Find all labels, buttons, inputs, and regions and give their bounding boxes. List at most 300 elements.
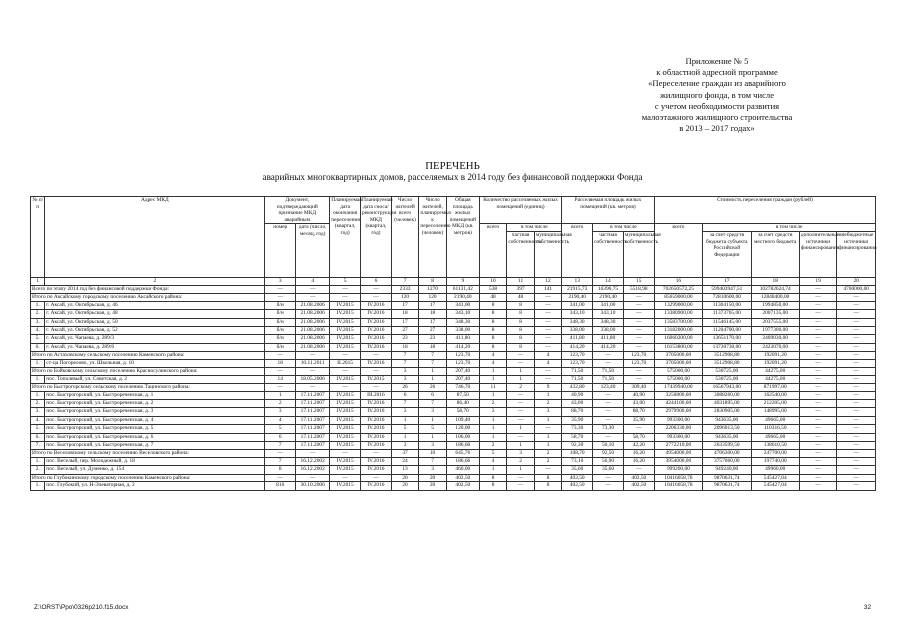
table-cell: 88,70: [623, 408, 654, 416]
group-cell: 1: [419, 368, 447, 376]
total-cell: —: [265, 285, 296, 294]
group-cell: —: [296, 384, 330, 392]
table-cell: 1: [479, 416, 507, 424]
group-cell: 2: [534, 450, 562, 458]
total-cell: 397: [507, 285, 535, 294]
address-cell: г. Аксай, ул. Октябрьская, д. 46: [45, 301, 265, 309]
table-cell: 414,20: [562, 343, 593, 351]
table-cell: 1977300,00: [751, 326, 799, 334]
table-cell: —: [507, 391, 535, 399]
table-cell: 1: [507, 425, 535, 433]
table-cell: —: [837, 442, 876, 450]
table-cell: —: [623, 301, 654, 309]
column-number-cell: 16: [654, 277, 702, 285]
table-cell: IV.2015: [330, 442, 361, 450]
group-cell: —: [799, 368, 836, 376]
group-cell: 26: [419, 384, 447, 392]
table-cell: 8: [507, 318, 535, 326]
column-number-cell: 5: [330, 277, 361, 285]
table-cell: 4: [534, 359, 562, 367]
table-row: [31, 408, 876, 416]
table-cell: 3: [391, 408, 419, 416]
table-cell: —: [837, 301, 876, 309]
table-cell: —: [534, 343, 562, 351]
table-cell: 402,50: [446, 482, 479, 490]
table-cell: —: [799, 408, 836, 416]
table-cell: —: [623, 326, 654, 334]
table-cell: —: [534, 318, 562, 326]
table-cell: —: [837, 318, 876, 326]
table-cell: 5: [391, 425, 419, 433]
table-cell: 18: [419, 343, 447, 351]
group-subtotal-row: [31, 384, 876, 392]
table-cell: —: [837, 425, 876, 433]
table-cell: 2037555,00: [751, 318, 799, 326]
address-cell: пос. Быстрогорский, ул. Быстрореченская, д. 7: [45, 442, 265, 450]
table-cell: 17.11.2007: [296, 416, 330, 424]
table-cell: —: [799, 391, 836, 399]
total-cell: —: [799, 285, 836, 294]
group-cell: 26: [391, 384, 419, 392]
table-cell: 7: [419, 457, 447, 465]
table-cell: 1: [391, 433, 419, 441]
table-cell: 18: [265, 359, 296, 367]
table-cell: 993300,00: [654, 433, 702, 441]
table-cell: 1: [419, 433, 447, 441]
table-cell: 20: [419, 482, 447, 490]
group-cell: —: [799, 450, 836, 458]
table-cell: IV.2015: [330, 408, 361, 416]
group-cell: —: [837, 352, 876, 360]
table-cell: 2: [479, 442, 507, 450]
header-cost: Стоимость переселения граждан (рублей): [654, 197, 875, 224]
table-cell: 207,40: [446, 375, 479, 383]
table-cell: —: [593, 400, 624, 408]
column-number-cell: 14: [593, 277, 624, 285]
header-sqm-total: всего: [562, 224, 593, 278]
table-cell: 123,70: [446, 359, 479, 367]
table-cell: 3: [534, 408, 562, 416]
address-cell: пос. Быстрогорский, ул. Быстрореченская, д. 2: [45, 400, 265, 408]
table-cell: 2096013,50: [703, 425, 751, 433]
table-cell: IV.2016: [361, 466, 392, 474]
table-cell: —: [623, 375, 654, 383]
header-cost-local: за счет средств местного бюджета: [751, 231, 799, 277]
table-cell: 1: [419, 416, 447, 424]
group-cell: —: [799, 294, 836, 302]
table-cell: 21.08.2006: [296, 318, 330, 326]
group-cell: —: [265, 474, 296, 482]
table-cell: 162540,00: [751, 391, 799, 399]
table-cell: 1: [479, 466, 507, 474]
table-cell: 11204700,00: [703, 326, 751, 334]
row-number-cell: 3.: [31, 318, 45, 326]
table-cell: 1: [507, 442, 535, 450]
table-cell: 14: [265, 375, 296, 383]
table-cell: —: [837, 359, 876, 367]
group-cell: 48: [507, 294, 535, 302]
group-cell: 530725,00: [703, 368, 751, 376]
group-cell: —: [837, 368, 876, 376]
table-cell: 1: [479, 375, 507, 383]
table-cell: 3954000,00: [654, 457, 702, 465]
table-cell: 16,20: [623, 457, 654, 465]
table-cell: 18: [391, 310, 419, 318]
group-cell: 4: [534, 352, 562, 360]
row-number-cell: 6.: [31, 433, 45, 441]
group-cell: 37: [391, 450, 419, 458]
appendix-line: с учетом необходимости развития: [654, 100, 780, 111]
table-cell: 123,70: [623, 359, 654, 367]
group-cell: 3: [391, 368, 419, 376]
table-cell: IV.2016: [361, 400, 392, 408]
table-cell: 2: [479, 400, 507, 408]
table-cell: 13730730,00: [703, 343, 751, 351]
group-cell: —: [534, 294, 562, 302]
table-cell: 88,70: [562, 408, 593, 416]
column-number-cell: 2: [45, 277, 265, 285]
table-row: [31, 318, 876, 326]
group-cell: —: [265, 450, 296, 458]
group-subtotal-row: [31, 368, 876, 376]
group-label: Итого по Астаховскому сельскому поселению Каменского района:: [31, 352, 265, 360]
table-cell: 3: [479, 408, 507, 416]
row-number-cell: 5.: [31, 335, 45, 343]
table-cell: 186,66: [446, 457, 479, 465]
table-row: [31, 442, 876, 450]
table-cell: 23: [419, 335, 447, 343]
table-cell: 40,90: [623, 391, 654, 399]
appendix-line: «Переселение граждан из аварийного: [648, 78, 786, 89]
table-cell: 87,50: [446, 391, 479, 399]
group-cell: 207,40: [446, 368, 479, 376]
table-cell: 3: [391, 375, 419, 383]
address-cell: пос. Тополевый, ул. Советская, д. 2: [45, 375, 265, 383]
table-cell: 411,80: [562, 335, 593, 343]
table-cell: 43,00: [562, 400, 593, 408]
total-cell: 16396,75: [593, 285, 624, 294]
appendix-line: Приложение № 5: [685, 56, 749, 66]
table-cell: —: [534, 310, 562, 318]
header-doc-date: дата (число, месяц, год): [296, 224, 330, 278]
table-cell: —: [534, 425, 562, 433]
table-cell: IV.2016: [361, 318, 392, 326]
group-cell: —: [265, 368, 296, 376]
table-cell: 13380900,00: [654, 310, 702, 318]
table-cell: 338,00: [562, 326, 593, 334]
total-label: Всего по этапу 2014 год без финансовой поддержки Фонда:: [31, 285, 265, 294]
table-cell: 197740,00: [751, 457, 799, 465]
table-cell: IV.2015: [330, 425, 361, 433]
column-number-cell: 8: [419, 277, 447, 285]
table-cell: 530725,00: [703, 375, 751, 383]
table-row: [31, 400, 876, 408]
header-planned-finish: Планируемая дата окончания переселения (квартал, год): [330, 197, 361, 278]
table-cell: IV.2016: [361, 416, 392, 424]
table-cell: 17.11.2007: [296, 400, 330, 408]
table-cell: 1: [534, 433, 562, 441]
address-cell: пос. Веселый, ул. Думенко, д. 154: [45, 466, 265, 474]
group-cell: 3512908,80: [703, 352, 751, 360]
table-cell: 8: [479, 318, 507, 326]
header-document: Документ, подтверждающий признание МКД аварийным: [265, 197, 330, 224]
table-cell: IV.2015: [330, 335, 361, 343]
table-cell: 21.08.2006: [296, 301, 330, 309]
header-rooms: Количество расселяемых жилых помещений (единиц): [479, 197, 562, 224]
table-cell: —: [623, 335, 654, 343]
column-number-cell: 3: [265, 277, 296, 285]
table-cell: 343,10: [593, 310, 624, 318]
table-cell: —: [837, 375, 876, 383]
table-cell: 10416058,78: [654, 482, 702, 490]
group-cell: 92,50: [593, 450, 624, 458]
table-cell: 341,00: [562, 301, 593, 309]
table-cell: 4: [265, 416, 296, 424]
total-cell: 141: [534, 285, 562, 294]
table-cell: —: [799, 433, 836, 441]
table-cell: —: [507, 416, 535, 424]
header-num: № п/п: [31, 197, 45, 278]
group-cell: 17439940,00: [654, 384, 702, 392]
table-cell: 49665,00: [751, 416, 799, 424]
table-cell: 13: [391, 466, 419, 474]
table-cell: 2007135,00: [751, 310, 799, 318]
table-cell: 338,00: [593, 326, 624, 334]
address-cell: пос. Глубокий, ул. Н-Элеваторная, д. 2: [45, 482, 265, 490]
group-cell: —: [296, 352, 330, 360]
table-cell: 7: [391, 359, 419, 367]
group-cell: 9: [534, 384, 562, 392]
group-cell: —: [593, 474, 624, 482]
table-cell: —: [593, 416, 624, 424]
table-cell: IV.2016: [361, 301, 392, 309]
row-number-cell: 2.: [31, 310, 45, 318]
group-cell: 645,76: [446, 450, 479, 458]
table-cell: 16.12.2002: [296, 466, 330, 474]
appendix-line: жилищного фонда, в том числе: [659, 89, 775, 100]
table-cell: 2: [534, 400, 562, 408]
table-cell: 42,20: [623, 442, 654, 450]
group-cell: —: [799, 352, 836, 360]
table-cell: —: [799, 359, 836, 367]
group-cell: —: [623, 368, 654, 376]
table-cell: IV.2015: [361, 375, 392, 383]
table-cell: 8: [507, 335, 535, 343]
table-cell: 58,70: [623, 433, 654, 441]
table-cell: 8: [479, 310, 507, 318]
table-cell: б/н: [265, 310, 296, 318]
table-cell: 8: [534, 482, 562, 490]
table-cell: 17: [391, 301, 419, 309]
table-cell: 338,00: [446, 326, 479, 334]
group-cell: 4706300,00: [703, 450, 751, 458]
table-cell: 3757060,00: [703, 457, 751, 465]
table-cell: 943635,00: [703, 416, 751, 424]
table-cell: 1: [391, 416, 419, 424]
table-cell: 1: [534, 416, 562, 424]
table-cell: 16153800,00: [654, 343, 702, 351]
table-cell: 3250800,00: [654, 391, 702, 399]
table-cell: 3088260,00: [703, 391, 751, 399]
table-cell: 2206330,00: [654, 425, 702, 433]
header-cost-extra: дополнительные источники финансирования: [799, 231, 836, 277]
group-cell: —: [534, 368, 562, 376]
group-label: Итого по Глубокинскому городскому поселению Каменского района:: [31, 474, 265, 482]
address-cell: пос. Быстрогорский, ул. Быстрореченская, д. 1: [45, 391, 265, 399]
header-cost-region: за счет средств бюджета субъекта Российской Федерации: [703, 231, 751, 277]
table-cell: 13182000,00: [654, 326, 702, 334]
table-cell: 44275,00: [751, 375, 799, 383]
table-cell: 17.11.2007: [296, 391, 330, 399]
table-cell: 2409030,00: [751, 335, 799, 343]
document-title: ПЕРЕЧЕНЬ: [425, 160, 480, 172]
column-number-cell: 12: [534, 277, 562, 285]
table-cell: —: [507, 482, 535, 490]
table-cell: 3: [419, 442, 447, 450]
group-cell: —: [837, 294, 876, 302]
group-cell: 120: [391, 294, 419, 302]
group-cell: 16567943,00: [703, 384, 751, 392]
total-cell: —: [296, 285, 330, 294]
row-number-cell: 1.: [31, 391, 45, 399]
table-cell: 21.08.2006: [296, 343, 330, 351]
table-cell: 56,90: [593, 457, 624, 465]
group-cell: —: [837, 474, 876, 482]
table-cell: 343,10: [446, 310, 479, 318]
table-cell: 8: [479, 343, 507, 351]
group-cell: —: [799, 474, 836, 482]
document-subtitle: аварийных многоквартирных домов, расселяемых в 2014 году без финансовой поддержки Фонда: [262, 172, 643, 182]
table-cell: —: [799, 343, 836, 351]
table-cell: 2772210,00: [654, 442, 702, 450]
group-cell: 3705000,00: [654, 352, 702, 360]
table-cell: —: [623, 425, 654, 433]
table-cell: IV.2016: [361, 310, 392, 318]
table-cell: 2423070,00: [751, 343, 799, 351]
group-cell: 192091,20: [751, 352, 799, 360]
column-number-cell: 11: [507, 277, 535, 285]
table-cell: IV.2015: [330, 433, 361, 441]
group-cell: 5: [479, 450, 507, 458]
group-cell: —: [330, 384, 361, 392]
table-cell: 1: [507, 375, 535, 383]
table-cell: IV.2016: [361, 442, 392, 450]
table-cell: 3: [419, 408, 447, 416]
table-cell: 11373765,00: [703, 310, 751, 318]
table-cell: 8: [507, 310, 535, 318]
row-number-cell: 6.: [31, 343, 45, 351]
table-cell: 123,70: [562, 359, 593, 367]
header-rooms-total: всего: [479, 224, 507, 278]
row-number-cell: 1.: [31, 375, 45, 383]
total-cell: —: [361, 285, 392, 294]
table-cell: IV.2015: [330, 310, 361, 318]
group-subtotal-row: [31, 474, 876, 482]
group-cell: —: [296, 474, 330, 482]
table-cell: 4: [479, 457, 507, 465]
group-cell: 71,50: [593, 368, 624, 376]
table-cell: 212205,00: [751, 400, 799, 408]
table-cell: 120,00: [446, 425, 479, 433]
group-cell: —: [507, 352, 535, 360]
row-number-cell: 3.: [31, 408, 45, 416]
header-rooms-private: частная собственность: [507, 231, 535, 277]
table-cell: 999200,00: [654, 466, 702, 474]
total-cell: 599403947,51: [703, 285, 751, 294]
table-cell: б/н: [265, 318, 296, 326]
group-cell: 3: [507, 450, 535, 458]
table-cell: IV.2016: [361, 457, 392, 465]
table-cell: 7: [391, 400, 419, 408]
group-cell: 123,40: [593, 384, 624, 392]
group-cell: 432,80: [562, 384, 593, 392]
column-number-cell: 15: [623, 277, 654, 285]
group-cell: 48: [479, 294, 507, 302]
table-cell: IV.2016: [361, 482, 392, 490]
table-row: [31, 310, 876, 318]
table-cell: 341,00: [593, 301, 624, 309]
header-sqm-private: частная собственность: [593, 231, 624, 277]
table-cell: 949240,00: [703, 466, 751, 474]
table-cell: 9870631,74: [703, 482, 751, 490]
table-cell: 3: [419, 466, 447, 474]
total-cell: 702650572,25: [654, 285, 702, 294]
table-cell: —: [593, 433, 624, 441]
table-cell: 35,90: [562, 416, 593, 424]
group-cell: 123,70: [562, 352, 593, 360]
table-row: [31, 433, 876, 441]
group-cell: —: [593, 352, 624, 360]
header-rooms-incl: в том числе: [507, 224, 562, 232]
table-cell: 58,70: [446, 408, 479, 416]
row-number-cell: 1.: [31, 301, 45, 309]
group-cell: —: [361, 368, 392, 376]
group-cell: 85659000,00: [654, 294, 702, 302]
table-row: [31, 301, 876, 309]
table-cell: 71,50: [593, 375, 624, 383]
table-cell: 2633599,50: [703, 442, 751, 450]
table-cell: —: [623, 343, 654, 351]
table-cell: —: [593, 391, 624, 399]
table-cell: —: [593, 482, 624, 490]
table-cell: —: [593, 359, 624, 367]
table-cell: —: [507, 433, 535, 441]
table-cell: 35,90: [623, 416, 654, 424]
address-cell: г. Аксай, ул. Октябрьская, д. 52: [45, 326, 265, 334]
group-cell: 4: [479, 352, 507, 360]
table-cell: 17.11.2007: [296, 442, 330, 450]
table-cell: 348,30: [562, 318, 593, 326]
table-cell: 35,60: [593, 466, 624, 474]
header-address: Адрес МКД: [45, 197, 265, 278]
column-number-cell: 17: [703, 277, 751, 285]
table-cell: 993300,00: [654, 416, 702, 424]
column-number-cell: 7: [391, 277, 419, 285]
table-cell: —: [799, 416, 836, 424]
group-cell: 402,50: [623, 474, 654, 482]
group-cell: 4954000,00: [654, 450, 702, 458]
table-cell: IV.2016: [361, 335, 392, 343]
column-number-row: [31, 277, 876, 285]
table-cell: 2830905,00: [703, 408, 751, 416]
table-cell: —: [799, 442, 836, 450]
group-cell: 2190,40: [446, 294, 479, 302]
table-cell: 21.08.2006: [296, 326, 330, 334]
total-cell: 1270: [419, 285, 447, 294]
table-cell: 17: [419, 301, 447, 309]
table-cell: IV.2016: [361, 408, 392, 416]
table-cell: IV.2016: [361, 359, 392, 367]
